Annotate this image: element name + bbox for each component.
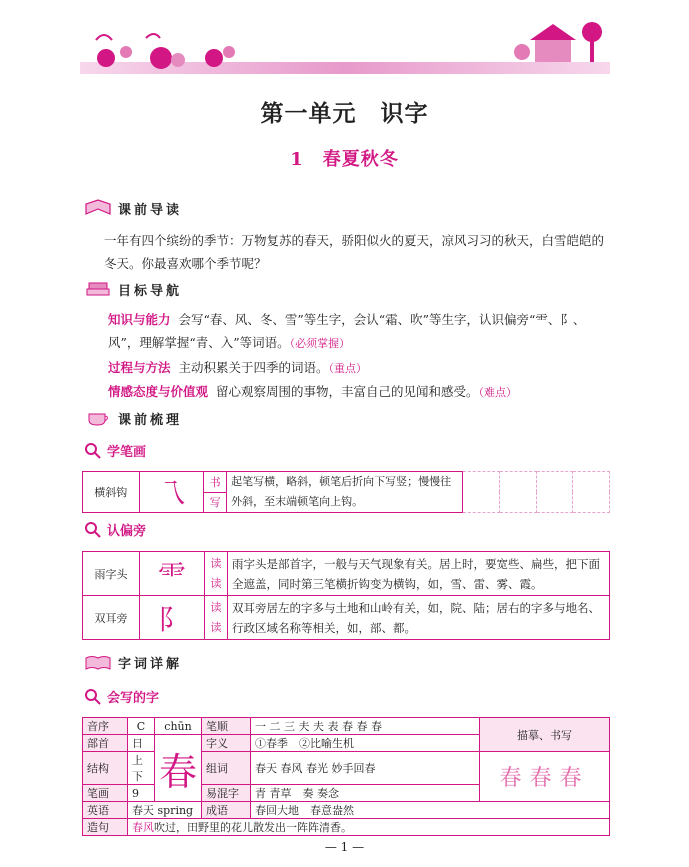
stroke-desc: 起笔写横，略斜，顿笔后折向下写竖；慢慢往外斜，至末端顿笔向上钩。 <box>227 472 463 513</box>
stroke-name: 横斜钩 <box>83 472 140 513</box>
goal-process: 过程与方法 主动积累关于四季的词语。（重点） <box>108 360 367 375</box>
magnifier-icon <box>84 521 102 539</box>
practice-chars: 春春春 <box>480 752 610 802</box>
goal-emotion: 情感态度与价值观 留心观察周围的事物，丰富自己的见闻和感受。（难点） <box>108 384 517 399</box>
books-stack-icon <box>84 279 112 299</box>
house-tree-decoration-icon <box>510 16 610 64</box>
stroke-glyph: 乁 <box>139 472 204 513</box>
radical-row: 双耳旁 阝 读 读 双耳旁居左的字多与土地和山岭有关，如，院、陆；居右的字多与地名、行政区域名称等相关，如，部、都。 <box>83 596 610 640</box>
goal-knowledge: 知识与能力 会写“春、风、冬、雪”等生字，会认“霜、吹”等生字，认识偏旁“⻗、阝、风”，理解掌握“青、入”等词语。（必须掌握） <box>108 312 586 350</box>
card-char: 春 <box>155 735 202 802</box>
book-icon <box>84 198 112 218</box>
lesson-title: 1 春夏秋冬 <box>290 149 399 170</box>
char-card: 音序 C chūn 笔顺 一 二 三 夫 夫 表 春 春 春 描摹、书写 部首 日 春 字义 ①春季 ②比喻生机 结构 上下 组词 春天 春风 春光 妙手回春 春春春 笔画 9 易混字 青 青草 奏 奏念 英语 春天 spring 成语 春回大地 春意盎然 造句 春风吹过，田野里的花儿散发出一阵阵清香。 <box>82 717 610 836</box>
stroke-table: 横斜钩 乁 书 起笔写横，略斜，顿笔后折向下写竖；慢慢往外斜，至末端顿笔向上钩。 写 <box>82 471 610 513</box>
page-number: — 1 — <box>324 840 365 854</box>
section-words-heading: 字词详解 <box>84 652 182 672</box>
radicals-heading: 认偏旁 <box>84 520 146 539</box>
preview-text: 一年有四个缤纷的季节：万物复苏的春天，骄阳似火的夏天，凉风习习的秋天，白雪皑皑的冬天。你最喜欢哪个季节呢？ <box>104 233 605 271</box>
section-review-heading: 课前梳理 <box>84 408 182 428</box>
radicals-table <box>82 551 610 640</box>
flower-decoration-icon <box>86 30 236 70</box>
magnifier-icon <box>84 442 102 460</box>
strokes-heading: 学笔画 <box>84 441 146 460</box>
magnifier-icon <box>84 688 102 706</box>
teacup-icon <box>84 408 112 428</box>
unit-title: 第一单元 识字 <box>260 100 429 127</box>
radical-row: 雨字头 ⻗ 读 读 雨字头是部首字，一般与天气现象有关。居上时，要宽些、扁些，把下面全遮盖，同时第三笔横折钩变为横钩，如，雪、雷、雾、霞。 <box>83 552 610 596</box>
writable-chars-heading: 会写的字 <box>84 687 159 706</box>
open-book-icon <box>84 652 112 672</box>
section-goals-heading: 目标导航 <box>84 279 182 299</box>
section-preview-heading: 课前导读 <box>84 198 182 218</box>
